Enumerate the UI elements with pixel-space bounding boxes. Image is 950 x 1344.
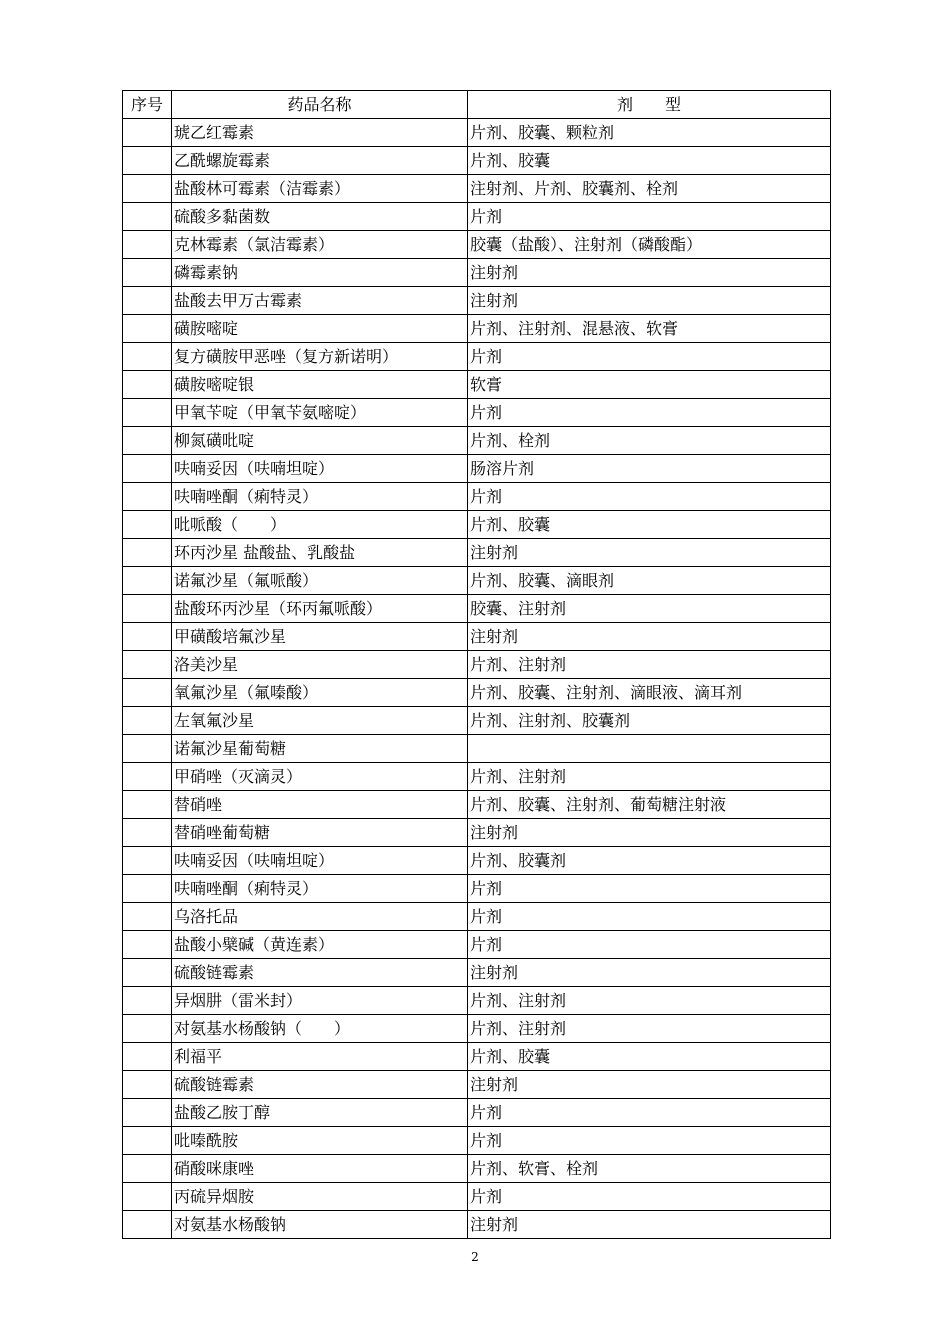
table-row: [123, 1071, 831, 1099]
row-index-cell: [123, 679, 172, 707]
table-row: [123, 595, 831, 623]
table-row: [123, 931, 831, 959]
row-index-cell: [123, 623, 172, 651]
drug-name-cell: 琥乙红霉素: [172, 119, 468, 147]
row-index-cell: [123, 1071, 172, 1099]
table-row: [123, 399, 831, 427]
row-index-cell: [123, 959, 172, 987]
table-row: [123, 1211, 831, 1239]
drug-name-cell: 硫酸链霉素: [172, 959, 468, 987]
drug-name-cell: 环丙沙星 盐酸盐、乳酸盐: [172, 539, 468, 567]
dosage-form-cell: 片剂: [468, 203, 831, 231]
dosage-form-cell: 注射剂: [468, 959, 831, 987]
dosage-form-cell: 片剂、胶囊、滴眼剂: [468, 567, 831, 595]
dosage-form-cell: 片剂、栓剂: [468, 427, 831, 455]
row-index-cell: [123, 511, 172, 539]
drug-name-cell: 盐酸林可霉素（洁霉素）: [172, 175, 468, 203]
drug-name-cell: 磺胺嘧啶: [172, 315, 468, 343]
drug-name-cell: 硫酸链霉素: [172, 1071, 468, 1099]
table-row: [123, 343, 831, 371]
drug-name-cell: 替硝唑: [172, 791, 468, 819]
dosage-form-cell: [468, 735, 831, 763]
table-row: [123, 259, 831, 287]
table-row: [123, 875, 831, 903]
dosage-form-cell: 片剂: [468, 903, 831, 931]
page-number: 2: [471, 1250, 479, 1264]
row-index-cell: [123, 455, 172, 483]
drug-name-cell: 甲磺酸培氟沙星: [172, 623, 468, 651]
row-index-cell: [123, 567, 172, 595]
drug-name-cell: 对氨基水杨酸钠（ ）: [172, 1015, 468, 1043]
dosage-form-cell: 片剂、胶囊、注射剂、滴眼液、滴耳剂: [468, 679, 831, 707]
dosage-form-cell: 注射剂: [468, 287, 831, 315]
table-row: [123, 371, 831, 399]
dosage-form-cell: 软膏: [468, 371, 831, 399]
row-index-cell: [123, 175, 172, 203]
dosage-form-cell: 注射剂: [468, 623, 831, 651]
table-row: [123, 567, 831, 595]
drug-name-cell: 硝酸咪康唑: [172, 1155, 468, 1183]
drug-name-cell: 左氧氟沙星: [172, 707, 468, 735]
drug-name-cell: 利福平: [172, 1043, 468, 1071]
dosage-form-cell: 注射剂: [468, 1071, 831, 1099]
drug-name-cell: 盐酸环丙沙星（环丙氟哌酸）: [172, 595, 468, 623]
drug-name-cell: 甲硝唑（灭滴灵）: [172, 763, 468, 791]
row-index-cell: [123, 847, 172, 875]
dosage-form-cell: 片剂、软膏、栓剂: [468, 1155, 831, 1183]
table-row: [123, 791, 831, 819]
table-body: [123, 119, 831, 1239]
table-row: [123, 175, 831, 203]
table-row: [123, 1183, 831, 1211]
header-drug-name: 药品名称: [172, 91, 468, 119]
drug-name-cell: 柳氮磺吡啶: [172, 427, 468, 455]
row-index-cell: [123, 1211, 172, 1239]
dosage-form-cell: 片剂: [468, 1183, 831, 1211]
dosage-form-cell: 片剂、注射剂: [468, 1015, 831, 1043]
drug-name-cell: 复方磺胺甲恶唑（复方新诺明）: [172, 343, 468, 371]
row-index-cell: [123, 371, 172, 399]
drug-name-cell: 对氨基水杨酸钠: [172, 1211, 468, 1239]
table-row: [123, 427, 831, 455]
drug-name-cell: 盐酸乙胺丁醇: [172, 1099, 468, 1127]
table-row: [123, 455, 831, 483]
dosage-form-cell: 注射剂: [468, 539, 831, 567]
row-index-cell: [123, 119, 172, 147]
row-index-cell: [123, 819, 172, 847]
table-row: [123, 903, 831, 931]
table-row: [123, 959, 831, 987]
dosage-form-cell: 注射剂: [468, 819, 831, 847]
dosage-form-cell: 片剂、注射剂、胶囊剂: [468, 707, 831, 735]
table-row: [123, 287, 831, 315]
dosage-form-cell: 片剂: [468, 875, 831, 903]
row-index-cell: [123, 1155, 172, 1183]
dosage-form-cell: 片剂: [468, 1099, 831, 1127]
table-row: [123, 735, 831, 763]
table-row: [123, 1155, 831, 1183]
dosage-form-cell: 片剂、胶囊、颗粒剂: [468, 119, 831, 147]
row-index-cell: [123, 931, 172, 959]
table-row: [123, 511, 831, 539]
row-index-cell: [123, 259, 172, 287]
row-index-cell: [123, 287, 172, 315]
dosage-form-cell: 片剂: [468, 343, 831, 371]
drug-name-cell: 呋喃妥因（呋喃坦啶）: [172, 847, 468, 875]
row-index-cell: [123, 791, 172, 819]
row-index-cell: [123, 707, 172, 735]
table-row: [123, 651, 831, 679]
row-index-cell: [123, 147, 172, 175]
drug-name-cell: 洛美沙星: [172, 651, 468, 679]
row-index-cell: [123, 203, 172, 231]
drug-name-cell: 诺氟沙星葡萄糖: [172, 735, 468, 763]
dosage-form-cell: 片剂: [468, 1127, 831, 1155]
drug-name-cell: 诺氟沙星（氟哌酸）: [172, 567, 468, 595]
drug-name-cell: 吡嗪酰胺: [172, 1127, 468, 1155]
drug-name-cell: 呋喃唑酮（痢特灵）: [172, 875, 468, 903]
row-index-cell: [123, 399, 172, 427]
drug-name-cell: 磺胺嘧啶银: [172, 371, 468, 399]
table-row: [123, 987, 831, 1015]
dosage-form-cell: 片剂、胶囊、注射剂、葡萄糖注射液: [468, 791, 831, 819]
dosage-form-cell: 片剂、胶囊剂: [468, 847, 831, 875]
dosage-form-cell: 片剂、注射剂、混悬液、软膏: [468, 315, 831, 343]
drug-name-cell: 氧氟沙星（氟嗪酸）: [172, 679, 468, 707]
table-row: [123, 231, 831, 259]
drug-name-cell: 乌洛托品: [172, 903, 468, 931]
row-index-cell: [123, 875, 172, 903]
row-index-cell: [123, 427, 172, 455]
table-row: [123, 483, 831, 511]
drug-name-cell: 异烟肼（雷米封）: [172, 987, 468, 1015]
dosage-form-cell: 注射剂: [468, 259, 831, 287]
table-row: [123, 679, 831, 707]
header-dosage-form: 剂 型: [468, 91, 831, 119]
table-row: [123, 539, 831, 567]
dosage-form-cell: 片剂: [468, 483, 831, 511]
header-index: 序号: [123, 91, 172, 119]
dosage-form-cell: 片剂、注射剂: [468, 763, 831, 791]
table-header-row: [123, 91, 831, 119]
table-row: [123, 147, 831, 175]
drug-name-cell: 盐酸小檗碱（黄连素）: [172, 931, 468, 959]
row-index-cell: [123, 903, 172, 931]
row-index-cell: [123, 1127, 172, 1155]
table-row: [123, 119, 831, 147]
row-index-cell: [123, 987, 172, 1015]
row-index-cell: [123, 231, 172, 259]
table-row: [123, 203, 831, 231]
drug-name-cell: 甲氧苄啶（甲氧苄氨嘧啶）: [172, 399, 468, 427]
row-index-cell: [123, 1099, 172, 1127]
drug-name-cell: 磷霉素钠: [172, 259, 468, 287]
dosage-form-cell: 胶囊、注射剂: [468, 595, 831, 623]
row-index-cell: [123, 763, 172, 791]
dosage-form-cell: 片剂、注射剂: [468, 651, 831, 679]
dosage-form-cell: 肠溶片剂: [468, 455, 831, 483]
table-row: [123, 819, 831, 847]
table-row: [123, 763, 831, 791]
drug-name-cell: 吡哌酸（ ）: [172, 511, 468, 539]
table-row: [123, 1127, 831, 1155]
row-index-cell: [123, 595, 172, 623]
dosage-form-cell: 片剂: [468, 399, 831, 427]
dosage-form-cell: 片剂: [468, 931, 831, 959]
row-index-cell: [123, 483, 172, 511]
drug-name-cell: 乙酰螺旋霉素: [172, 147, 468, 175]
drug-name-cell: 丙硫异烟胺: [172, 1183, 468, 1211]
dosage-form-cell: 片剂、胶囊: [468, 1043, 831, 1071]
drug-name-cell: 呋喃唑酮（痢特灵）: [172, 483, 468, 511]
dosage-form-cell: 片剂、注射剂: [468, 987, 831, 1015]
table-row: [123, 623, 831, 651]
dosage-form-cell: 胶囊（盐酸）、注射剂（磷酸酯）: [468, 231, 831, 259]
drug-name-cell: 呋喃妥因（呋喃坦啶）: [172, 455, 468, 483]
dosage-form-cell: 片剂、胶囊: [468, 147, 831, 175]
row-index-cell: [123, 1183, 172, 1211]
drug-name-cell: 硫酸多黏菌数: [172, 203, 468, 231]
dosage-form-cell: 注射剂、片剂、胶囊剂、栓剂: [468, 175, 831, 203]
row-index-cell: [123, 1043, 172, 1071]
table-row: [123, 1015, 831, 1043]
row-index-cell: [123, 343, 172, 371]
drug-name-cell: 克林霉素（氯洁霉素）: [172, 231, 468, 259]
dosage-form-cell: 片剂、胶囊: [468, 511, 831, 539]
row-index-cell: [123, 1015, 172, 1043]
table-row: [123, 1043, 831, 1071]
dosage-form-cell: 注射剂: [468, 1211, 831, 1239]
table-row: [123, 315, 831, 343]
table-row: [123, 1099, 831, 1127]
row-index-cell: [123, 651, 172, 679]
row-index-cell: [123, 539, 172, 567]
table-row: [123, 707, 831, 735]
drug-name-cell: 盐酸去甲万古霉素: [172, 287, 468, 315]
drug-table: [122, 90, 831, 1239]
row-index-cell: [123, 735, 172, 763]
drug-name-cell: 替硝唑葡萄糖: [172, 819, 468, 847]
table-row: [123, 847, 831, 875]
row-index-cell: [123, 315, 172, 343]
